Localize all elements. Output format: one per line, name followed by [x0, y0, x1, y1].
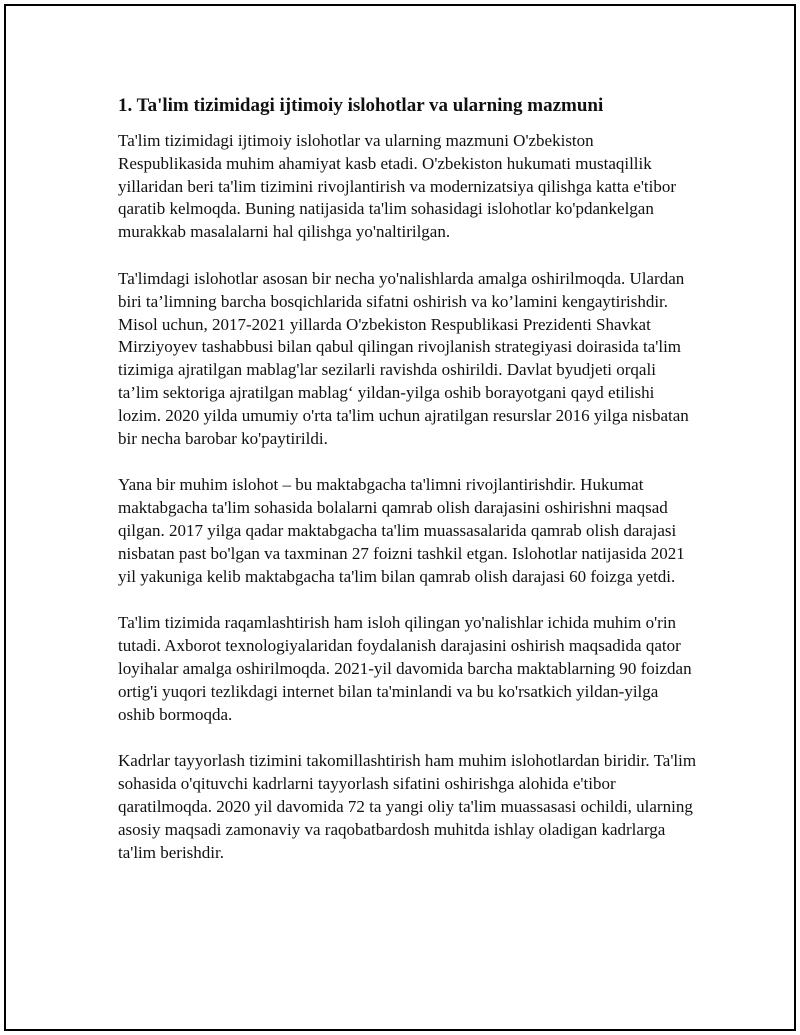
paragraph-1: Ta'lim tizimidagi ijtimoiy islohotlar va ularning mazmuni O'zbekiston Respublikasida muhim ahamiyat kasb etadi. O'zbekiston hukumati mustaqillik yillaridan beri ta'lim tizimini rivojlantirish va modernizatsiya qilishga katta e'tibor qaratib kelmoqda. Buning natijasida ta'lim sohasidagi islohotlar ko'pdankelgan murakkab masalalarni hal qilishga yo'naltirilgan. — [118, 131, 677, 242]
paragraph-5: Kadrlar tayyorlash tizimini takomillashtirish ham muhim islohotlardan biridir. Ta'lim sohasida o'qituvchi kadrlarni tayyorlash sifatini oshirishga alohida e'tibor qaratilmoqda. 2020 yil davomida 72 ta yangi oliy ta'lim muassasasi ochildi, ularning asosiy maqsadi zamonaviy va raqobatbardosh muhitda ishlay oladigan kadrlarga ta'lim berishdir. — [118, 751, 697, 862]
document-title: 1. Ta'lim tizimidagi ijtimoiy islohotlar va ularning mazmuni — [118, 95, 604, 116]
document-body — [118, 94, 698, 888]
paragraph-2: Ta'limdagi islohotlar asosan bir necha yo'nalishlarda amalga oshirilmoqda. Ulardan biri ta’limning barcha bosqichlarida sifatni oshirish va ko’lamini kengaytirishdir. Misol uchun, 2017-2021 yillarda O'zbekiston Respublikasi Prezidenti Shavkat Mirziyoyev tashabbusi bilan qabul qilingan rivojlanish strategiyasi doirasida ta'lim tizimiga ajratilgan mablag'lar sezilarli ravishda oshirildi. Davlat byudjeti orqali ta’lim sektoriga ajratilgan mablag‘ yildan-yilga oshib borayotgani qayd etilishi lozim. 2020 yilda umumiy o'rta ta'lim uchun ajratilgan resurslar 2016 yilga nisbatan bir necha barobar ko'paytirildi. — [118, 268, 689, 448]
paragraph-4: Ta'lim tizimida raqamlashtirish ham isloh qilingan yo'nalishlar ichida muhim o'rin tutadi. Axborot texnologiyalaridan foydalanish darajasini oshirish maqsadida qator loyihalar amalga oshirilmoqda. 2021-yil davomida barcha maktablarning 90 foizdan ortig'i yuqori tezlikdagi internet bilan ta'minlandi va bu ko'rsatkich yildan-yilga oshib bormoqda. — [118, 613, 692, 724]
paragraph-3: Yana bir muhim islohot – bu maktabgacha ta'limni rivojlantirishdir. Hukumat maktabgacha ta'lim sohasida bolalarni qamrab olish darajasini oshirishni maqsad qilgan. 2017 yilga qadar maktabgacha ta'lim muassasalarida qamrab olish darajasi nisbatan past bo'lgan va taxminan 27 foizni tashkil etgan. Islohotlar natijasida 2021 yil yakuniga kelib maktabgacha ta'lim bilan qamrab olish darajasi 60 foizga yetdi. — [118, 475, 685, 586]
